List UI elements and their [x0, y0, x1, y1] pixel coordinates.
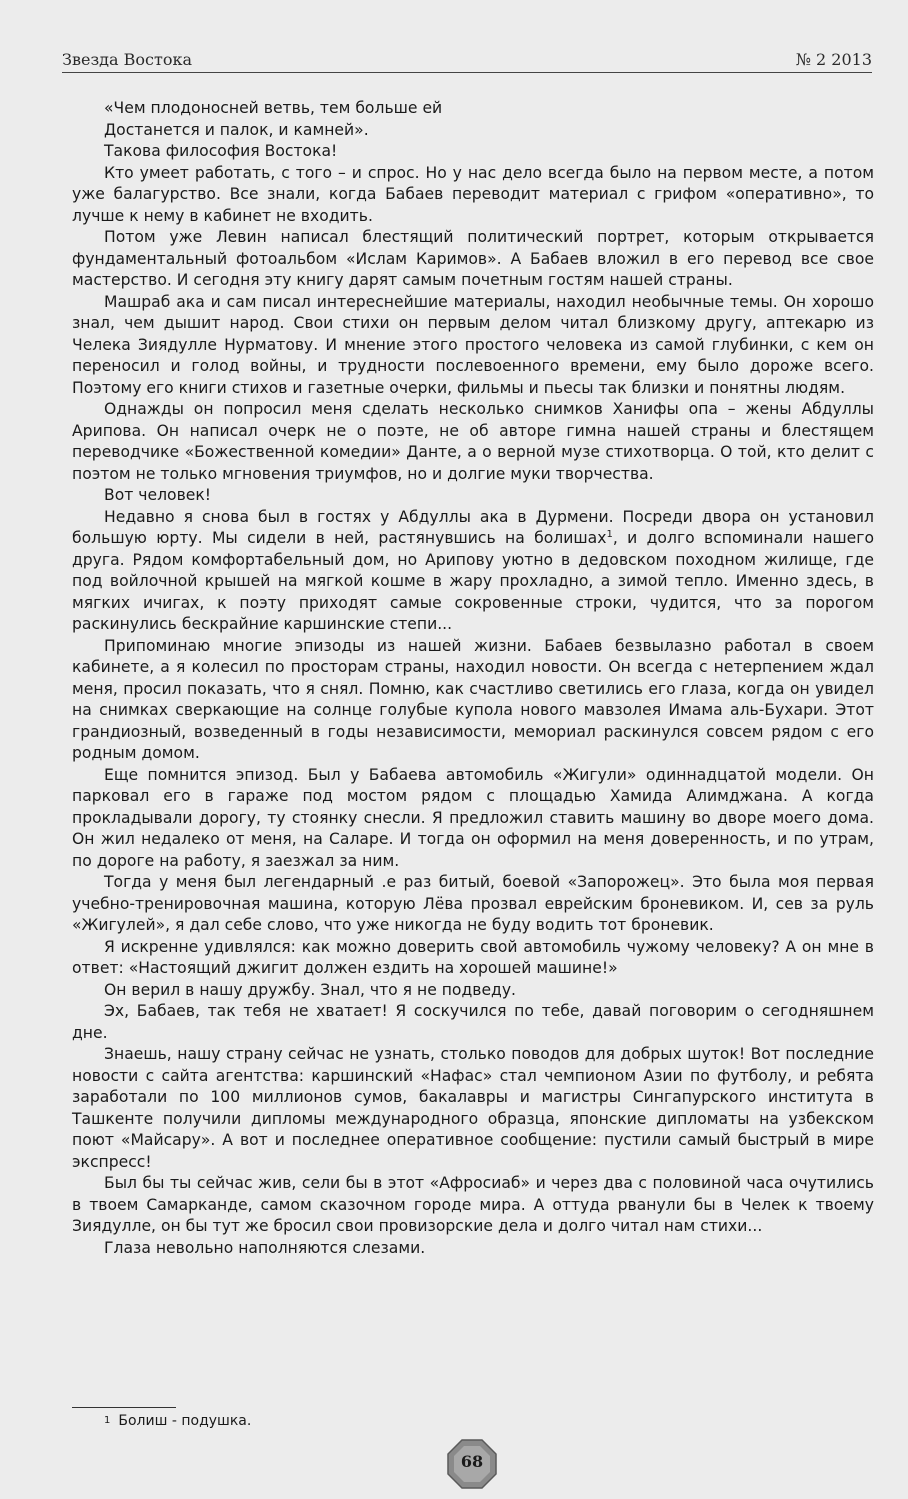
running-head: [62, 44, 872, 70]
paragraph-text: Недавно я снова был в гостях у Абдуллы ака в Дурмени. Посреди двора он установил большую юрту. Мы сидели в ней, растянувшись на болишах: [72, 507, 874, 547]
issue-number: № 2 2013: [795, 50, 872, 69]
footnote: [104, 1412, 251, 1430]
paragraph: Я искренне удивлялся: как можно доверить свой автомобиль чужому человеку? А он мне в ответ: «Настоящий джигит должен ездить на хорошей машине!»: [72, 937, 874, 977]
paragraph: Потом уже Левин написал блестящий политический портрет, которым открывается фундаментальный фотоальбом «Ислам Каримов». А Бабаев вложил в его перевод все свое мастерство. И сегодня эту книгу дарят самым почетным гостям нашей страны.: [72, 228, 874, 289]
paragraph: Еще помнится эпизод. Был у Бабаева автомобиль «Жигули» одиннадцатой модели. Он парковал его в гараже под мостом рядом с площадью Хамида Алимджана. А когда прокладывали дорогу, ту стоянку снесли. Я предложил ставить машину во дворе моего дома. Он жил недалеко от меня, на Саларе. И тогда он оформил на меня доверенность, и по утрам, по дороге на работу, я заезжал за ним.: [72, 765, 874, 870]
paragraph: Машраб ака и сам писал интереснейшие материалы, находил необычные темы. Он хорошо знал, чем дышит народ. Свои стихи он первым делом читал близкому другу, аптекарю из Челека Зиядулле Нурматову. И мнение этого простого человека из самой глубинки, с кем он переносил и голод войны, и трудности послевоенного времени, ему было дороже всего. Поэтому его книги стихов и газетные очерки, фильмы и пьесы так близки и понятны людям.: [72, 292, 874, 397]
paragraph: Однажды он попросил меня сделать несколько снимков Ханифы опа – жены Абдуллы Арипова. Он написал очерк не о поэте, не об авторе гимна нашей страны и блестящем переводчике «Божественной комедии» Данте, а о верной музе стихотворца. О той, кто делит с поэтом не только мгновения триумфов, но и долгие муки творчества.: [72, 400, 874, 483]
paragraph: Кто умеет работать, с того – и спрос. Но у нас дело всегда было на первом месте, а потом уже балагурство. Все знали, когда Бабаев переводит материал с грифом «оперативно», то лучше к нему в кабинет не входить.: [72, 163, 874, 225]
footnote-reference: 1: [606, 528, 613, 540]
verse-line: Такова философия Востока!: [104, 142, 338, 160]
paragraph: Знаешь, нашу страну сейчас не узнать, столько поводов для добрых шуток! Вот последние новости с сайта агентства: каршинский «Нафас» стал чемпионом Азии по футболу, и ребята заработали по 100 миллионов сумов, бакалавры и магистры Сингапурского института в Ташкенте получили дипломы международного образца, японские дипломаты на узбекском поют «Майсару». А вот и последнее оперативное сообщение: пустили самый быстрый в мире экспресс!: [72, 1045, 874, 1171]
footnote-rule: [72, 1407, 176, 1408]
verse-line: Достанется и палок, и камней».: [104, 120, 369, 139]
article-body: [72, 98, 874, 1259]
paragraph: [72, 507, 874, 636]
paragraph: Вот человек!: [104, 486, 212, 504]
page-number-badge: [444, 1436, 500, 1492]
verse-line: «Чем плодоносней ветвь, тем больше ей: [104, 99, 443, 117]
paragraph-text: , и долго вспоминали нашего друга. Рядом комфортабельный дом, но Арипову уютно в дедовском походном жилище, где под войлочной крышей на мягкой кошме в жару прохладно, а зимой тепло. Именно здесь, в мягких ичигах, к поэту приходят самые сокровенные строки, чудится, что за порогом раскинулись бескрайние каршинские степи...: [72, 529, 874, 633]
paragraph: Припоминаю многие эпизоды из нашей жизни. Бабаев безвылазно работал в своем кабинете, а я колесил по просторам страны, находил новости. Он всегда с нетерпением ждал меня, просил показать, что я снял. Помню, как счастливо светились его глаза, когда он увидел на снимках сверкающие на солнце голубые купола нового мавзолея Имама аль-Бухари. Этот грандиозный, возведенный в годы независимости, мемориал раскинулся совсем рядом с его родным домом.: [72, 636, 874, 762]
header-rule: [62, 72, 872, 73]
footnote-mark: 1: [104, 1415, 111, 1426]
footnote-text: Болиш - подушка.: [118, 1413, 252, 1429]
paragraph: Был бы ты сейчас жив, сели бы в этот «Афросиаб» и через два с половиной часа очутились в твоем Самарканде, самом сказочном городе мира. А оттуда рванули бы в Челек к твоему Зиядулле, он бы тут же бросил свои провизорские дела и долго читал нам стихи...: [72, 1174, 874, 1235]
paragraph: Тогда у меня был легендарный .е раз битый, боевой «Запорожец». Это была моя первая учебно-тренировочная машина, которую Лёва прозвал еврейским броневиком. И, сев за руль «Жигулей», я дал себе слово, что уже никогда не буду водить тот броневик.: [72, 873, 874, 934]
paragraph: Глаза невольно наполняются слезами.: [104, 1238, 426, 1257]
journal-title: Звезда Востока: [62, 50, 193, 69]
paragraph: Он верил в нашу дружбу. Знал, что я не подведу.: [104, 980, 517, 999]
page-number: 68: [460, 1452, 484, 1471]
paragraph: Эх, Бабаев, так тебя не хватает! Я соскучился по тебе, давай поговорим о сегодняшнем дне.: [72, 1002, 874, 1042]
